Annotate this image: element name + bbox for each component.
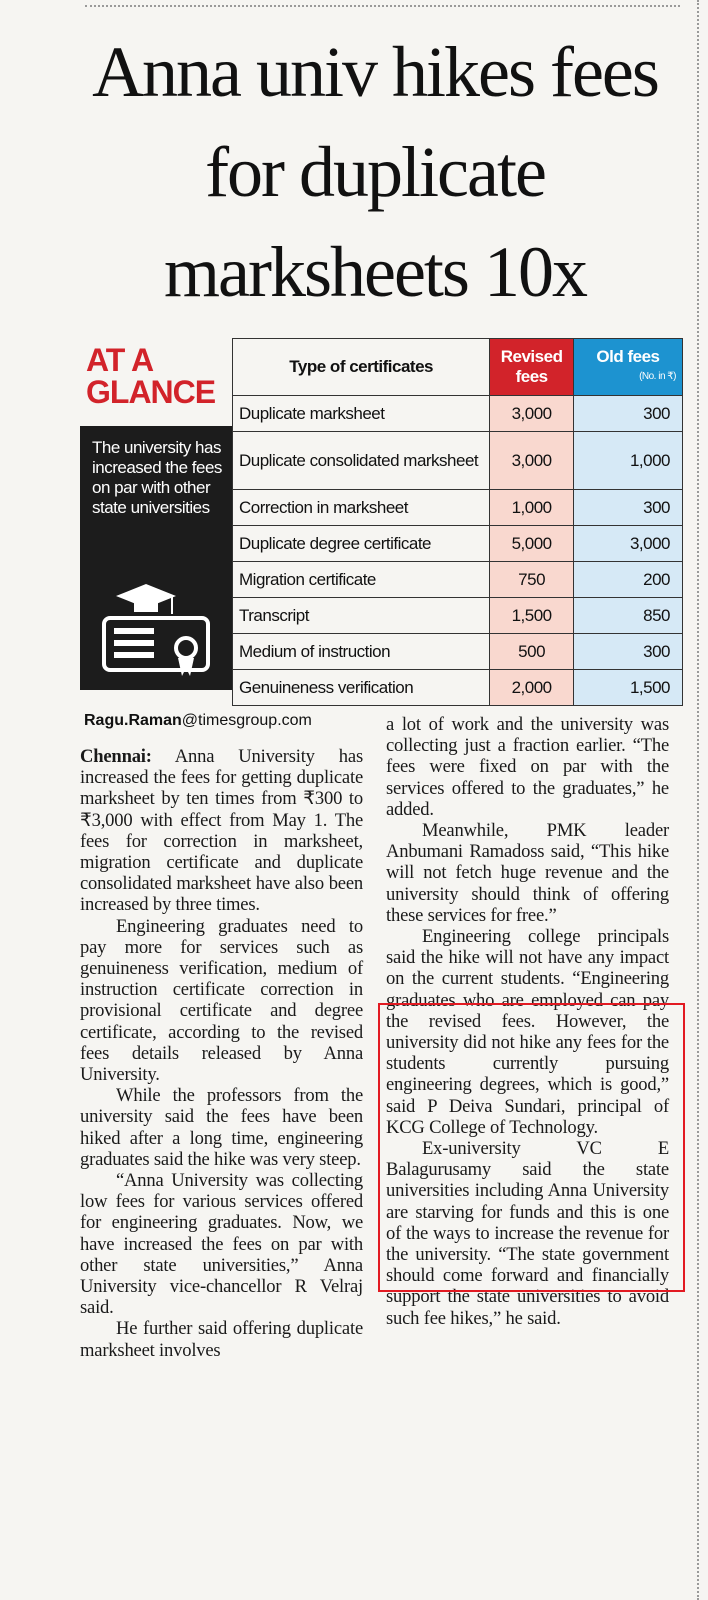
- row-old: 3,000: [573, 526, 682, 562]
- row-name: Genuineness verification: [233, 670, 490, 706]
- row-old: 300: [573, 634, 682, 670]
- row-old: 1,000: [573, 432, 682, 490]
- row-name: Migration certificate: [233, 562, 490, 598]
- row-revised: 2,000: [490, 670, 574, 706]
- row-revised: 5,000: [490, 526, 574, 562]
- table-row: [233, 562, 683, 598]
- table-row: [233, 634, 683, 670]
- row-name: Duplicate consolidated marksheet: [233, 432, 490, 490]
- row-old: 300: [573, 396, 682, 432]
- highlighted-paragraph: Engineering college principals said the hike will not have any impact on the current students. “Engineering graduates who are employed can pay the revised fees. However, the university did not hike any fees for the students currently pursuing engineering degrees, which is good,” said P Deiva Sundari, principal of KCG College of Technology.: [386, 926, 669, 1138]
- paragraph-text: Anna University has increased the fees for getting duplicate marksheet by ten times from ₹300 to ₹3,000 with effect from May 1. The fees for correction in marksheet, migration certificate and duplicate consolidated marksheet have also been increased by three times.: [80, 746, 363, 916]
- header-old-label: Old fees: [596, 347, 660, 366]
- paragraph: Ex-university VC E Balagurusamy said the state universities including Anna University are starving for funds and this is one of the ways to increase the revenue for the university. “The state government should come forward and financially support the state universities to avoid such fee hikes,” he said.: [386, 1138, 669, 1329]
- paragraph: While the professors from the university said the fees have been hiked after a long time, engineering graduates said the hike was very steep.: [80, 1085, 363, 1170]
- table-header-row: [233, 339, 683, 396]
- article-column-1: [80, 746, 363, 1361]
- row-old: 300: [573, 490, 682, 526]
- header-old: [573, 339, 682, 396]
- row-revised: 1,000: [490, 490, 574, 526]
- table-row: [233, 432, 683, 490]
- row-name: Duplicate degree certificate: [233, 526, 490, 562]
- table-row: [233, 490, 683, 526]
- highlight-box: [378, 1003, 685, 1292]
- glance-title-line1: AT A: [86, 342, 154, 378]
- header-type: Type of certificates: [233, 339, 490, 396]
- glance-description: The university has increased the fees on par with other state universities: [92, 438, 222, 517]
- right-dotted-rule: [697, 0, 699, 1600]
- table-row: [233, 396, 683, 432]
- paragraph: Meanwhile, PMK leader Anbumani Ramadoss said, “This hike will not fetch huge revenue and the university should think of offering these services for free.”: [386, 820, 669, 926]
- top-dotted-rule: [85, 5, 680, 7]
- dateline: Chennai:: [80, 746, 152, 767]
- at-a-glance-panel: [80, 338, 232, 690]
- row-name: Medium of instruction: [233, 634, 490, 670]
- row-revised: 1,500: [490, 598, 574, 634]
- glance-title-line2: GLANCE: [86, 374, 216, 410]
- row-name: Duplicate marksheet: [233, 396, 490, 432]
- row-name: Correction in marksheet: [233, 490, 490, 526]
- byline-domain: @timesgroup.com: [181, 712, 312, 729]
- fees-table: [232, 338, 683, 706]
- row-old: 1,500: [573, 670, 682, 706]
- paragraph: Engineering graduates need to pay more for services such as genuineness verification, medium of instruction certificate correction in provisional certificate and degree certificate, according to the revised fees details released by Anna University.: [80, 915, 363, 1086]
- paragraph: [80, 746, 363, 916]
- paragraph: He further said offering duplicate marksheet involves: [80, 1318, 363, 1361]
- glance-title: [86, 344, 215, 408]
- graduation-certificate-icon: [96, 578, 216, 678]
- paragraph: a lot of work and the university was collecting just a fraction earlier. “The fees were fixed on par with the services offered to the graduates,” he added.: [386, 714, 669, 820]
- glance-header: [80, 338, 232, 426]
- row-revised: 750: [490, 562, 574, 598]
- byline-name: Ragu.Raman: [84, 712, 182, 729]
- table-row: [233, 670, 683, 706]
- row-revised: 500: [490, 634, 574, 670]
- paragraph: “Anna University was collecting low fees for various services offered for engineering graduates. Now, we have increased the fees on par with other state universities,” Anna University vice-chancellor R Velraj said.: [80, 1170, 363, 1319]
- row-revised: 3,000: [490, 396, 574, 432]
- byline: [84, 712, 312, 730]
- table-row: [233, 526, 683, 562]
- header-unit: (No. in ₹): [639, 371, 676, 382]
- row-old: 200: [573, 562, 682, 598]
- row-name: Transcript: [233, 598, 490, 634]
- row-revised: 3,000: [490, 432, 574, 490]
- headline: Anna univ hikes fees for duplicate marksheets 10x: [92, 32, 658, 312]
- row-old: 850: [573, 598, 682, 634]
- table-row: [233, 598, 683, 634]
- header-revised: Revised fees: [490, 339, 574, 396]
